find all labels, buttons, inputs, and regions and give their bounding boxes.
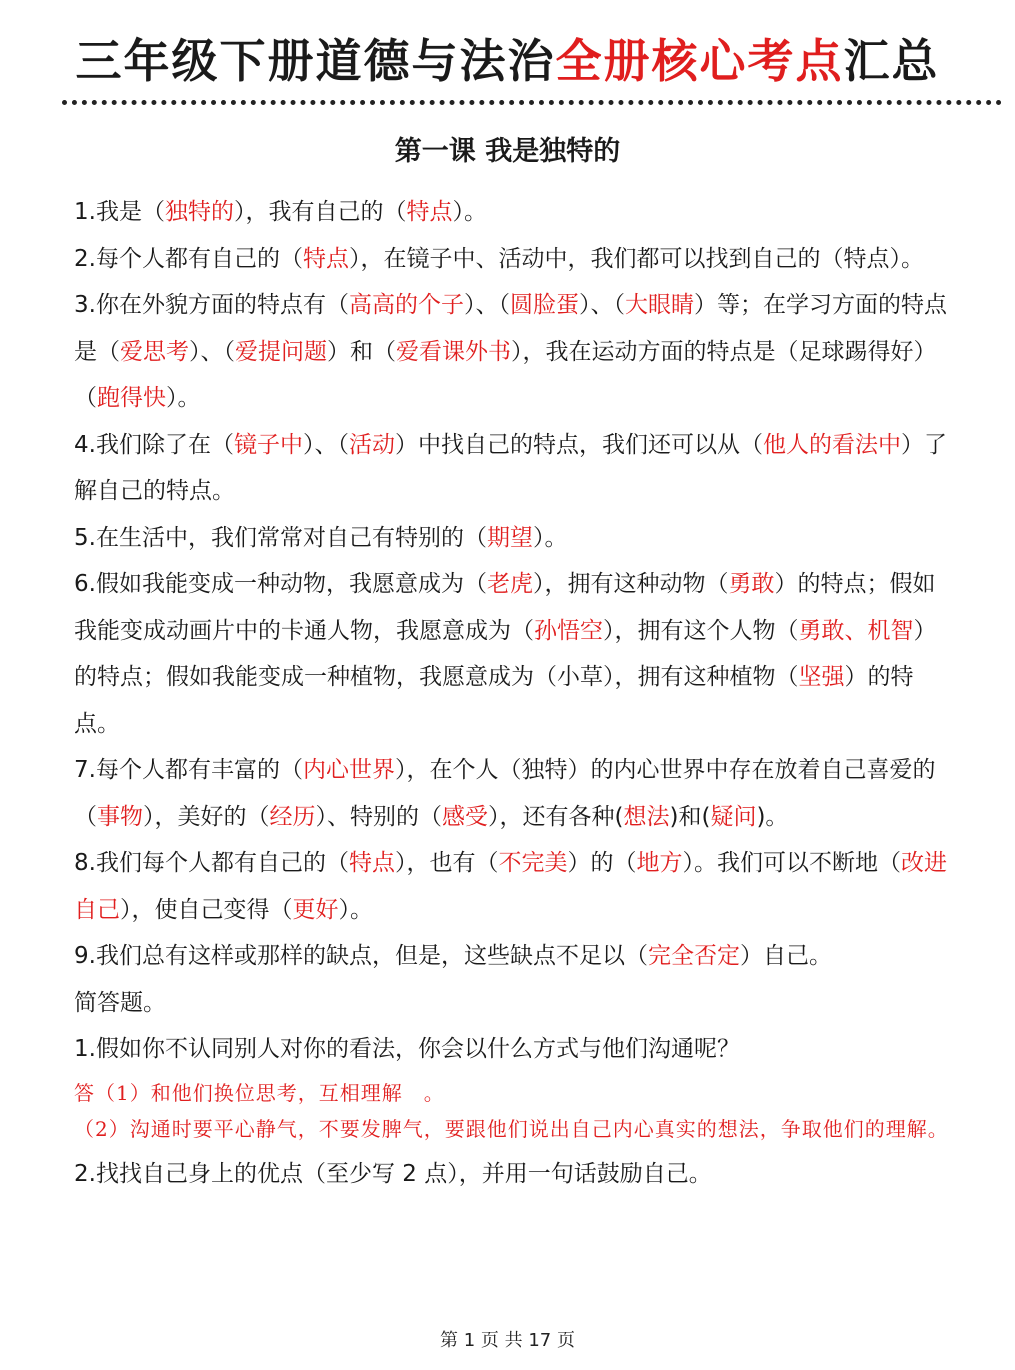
item-text: ）的特点；假如我能变成动画片中的卡通人物，我愿意成为（ bbox=[74, 571, 936, 644]
item-text: )。 bbox=[756, 803, 789, 830]
lesson-title: 第一课 我是独特的 bbox=[394, 136, 621, 167]
answer-highlight: 特点 bbox=[302, 245, 349, 272]
item-text: ），拥有这种动物（ bbox=[532, 571, 729, 597]
answer-highlight: 镜子中 bbox=[233, 431, 303, 458]
item-text: ），还有各种( bbox=[488, 803, 624, 830]
item-text: ），在个人（独特）的内心世界中存在放着自己喜爱的（ bbox=[74, 757, 936, 830]
item-text: ），使自己变得（ bbox=[120, 896, 293, 923]
title-part-2-highlight: 全册核心考点 bbox=[555, 34, 844, 88]
item-text: ）了解自己的特点。 bbox=[74, 431, 947, 504]
item-text: ）的（ bbox=[567, 850, 637, 876]
knowledge-item bbox=[74, 515, 954, 562]
item-text: 1.我是（ bbox=[74, 199, 165, 225]
knowledge-item bbox=[74, 840, 954, 933]
document-title bbox=[0, 30, 1015, 92]
answer-highlight: 地方 bbox=[636, 850, 683, 876]
answer-highlight: 勇敢、机智 bbox=[798, 617, 914, 644]
item-text: 6.假如我能变成一种动物，我愿意成为（ bbox=[74, 571, 487, 597]
item-text: ）。 bbox=[532, 524, 568, 551]
item-text: ）、（ bbox=[302, 431, 349, 458]
knowledge-item bbox=[74, 933, 954, 980]
answer-1-line-1: 答（1）和他们换位思考，互相理解 。 bbox=[74, 1080, 445, 1105]
knowledge-item bbox=[74, 282, 954, 422]
item-text: ）。我们可以不断地（ bbox=[682, 850, 901, 876]
answer-highlight: 高高的个子 bbox=[348, 292, 464, 318]
answer-highlight: 改进自己 bbox=[74, 850, 947, 923]
short-answer-heading: 简答题。 bbox=[74, 989, 166, 1016]
item-text: 2.每个人都有自己的（ bbox=[74, 245, 303, 272]
item-text: ），在镜子中、活动中，我们都可以找到自己的（特点）。 bbox=[348, 245, 924, 272]
item-text: ），拥有这个人物（ bbox=[603, 617, 799, 644]
content-body bbox=[74, 189, 954, 1197]
knowledge-item bbox=[74, 747, 954, 840]
answer-highlight: 老虎 bbox=[486, 571, 533, 597]
answer-highlight: 他人的看法中 bbox=[762, 431, 901, 458]
item-text: ）中找自己的特点，我们还可以从（ bbox=[394, 431, 763, 458]
answer-highlight: 爱提问题 bbox=[235, 338, 327, 365]
answer-highlight: 圆脸蛋 bbox=[509, 292, 579, 318]
answer-highlight: 跑得快 bbox=[97, 385, 166, 411]
title-part-1: 三年级下册道德与法治 bbox=[75, 34, 556, 88]
answer-1-line-2: （2）沟通时要平心静气，不要发脾气，要跟他们说出自己内心真实的想法，争取他们的理解。 bbox=[74, 1116, 949, 1141]
answer-highlight: 特点 bbox=[406, 199, 453, 225]
answer-highlight: 事物 bbox=[97, 803, 143, 830]
answer-highlight: 想法 bbox=[623, 803, 670, 830]
answer-highlight: 经历 bbox=[269, 803, 316, 830]
answer-highlight: 爱思考 bbox=[120, 338, 189, 365]
knowledge-item bbox=[74, 561, 954, 747]
item-text: ）。 bbox=[166, 385, 201, 411]
answer-highlight: 勇敢 bbox=[728, 571, 775, 597]
item-text: 8.我们每个人都有自己的（ bbox=[74, 850, 349, 876]
item-text: ），美好的（ bbox=[143, 803, 270, 830]
item-text: ）、特别的（ bbox=[315, 803, 442, 830]
item-text: ）的特点。 bbox=[74, 664, 914, 737]
title-part-3: 汇总 bbox=[843, 34, 940, 88]
item-text: ），我在运动方面的特点是（足球踢得好）（ bbox=[74, 338, 937, 411]
item-text: ）的特点；假如我能变成一种植物，我愿意成为（小草），拥有这种植物（ bbox=[74, 617, 937, 690]
knowledge-item bbox=[74, 422, 954, 515]
item-text: ）等；在学习方面的特点是（ bbox=[74, 292, 947, 365]
item-text: ）。 bbox=[338, 896, 373, 923]
item-text: ）、（ bbox=[578, 292, 625, 318]
answer-highlight: 不完美 bbox=[498, 850, 568, 876]
question-1: 1.假如你不认同别人对你的看法，你会以什么方式与他们沟通呢？ bbox=[74, 1036, 740, 1062]
item-text: 4.我们除了在（ bbox=[74, 431, 234, 458]
item-text: ）自己。 bbox=[739, 943, 832, 969]
answer-highlight: 完全否定 bbox=[647, 943, 740, 969]
answer-highlight: 活动 bbox=[348, 431, 395, 458]
answer-highlight: 内心世界 bbox=[302, 757, 395, 783]
answer-highlight: 孙悟空 bbox=[534, 617, 603, 644]
question-2: 2.找找自己身上的优点（至少写 2 点），并用一句话鼓励自己。 bbox=[74, 1160, 712, 1187]
item-text: ），我有自己的（ bbox=[233, 199, 407, 225]
answer-highlight: 独特的 bbox=[164, 199, 234, 225]
answer-highlight: 感受 bbox=[442, 803, 488, 830]
item-text: ）。 bbox=[452, 199, 487, 225]
knowledge-item bbox=[74, 236, 954, 283]
page-number: 第 1 页 共 17 页 bbox=[440, 1330, 575, 1351]
item-text: ）和（ bbox=[327, 338, 396, 365]
item-text: 7.每个人都有丰富的（ bbox=[74, 757, 303, 783]
answer-highlight: 爱看课外书 bbox=[396, 338, 511, 365]
title-divider bbox=[62, 100, 1002, 105]
item-text: 5.在生活中，我们常常对自己有特别的（ bbox=[74, 524, 487, 551]
item-text: )和( bbox=[669, 803, 711, 830]
answer-highlight: 期望 bbox=[486, 524, 533, 551]
answer-highlight: 坚强 bbox=[798, 664, 845, 690]
item-text: ）、（ bbox=[463, 292, 510, 318]
item-text: 9.我们总有这样或那样的缺点，但是，这些缺点不足以（ bbox=[74, 943, 648, 969]
knowledge-item bbox=[74, 189, 954, 236]
answer-highlight: 大眼睛 bbox=[624, 292, 694, 318]
item-text: ）、（ bbox=[189, 338, 235, 365]
answer-highlight: 疑问 bbox=[710, 803, 757, 830]
item-text: 3.你在外貌方面的特点有（ bbox=[74, 292, 349, 318]
item-text: ），也有（ bbox=[394, 850, 499, 876]
answer-highlight: 更好 bbox=[292, 896, 339, 923]
answer-highlight: 特点 bbox=[348, 850, 395, 876]
